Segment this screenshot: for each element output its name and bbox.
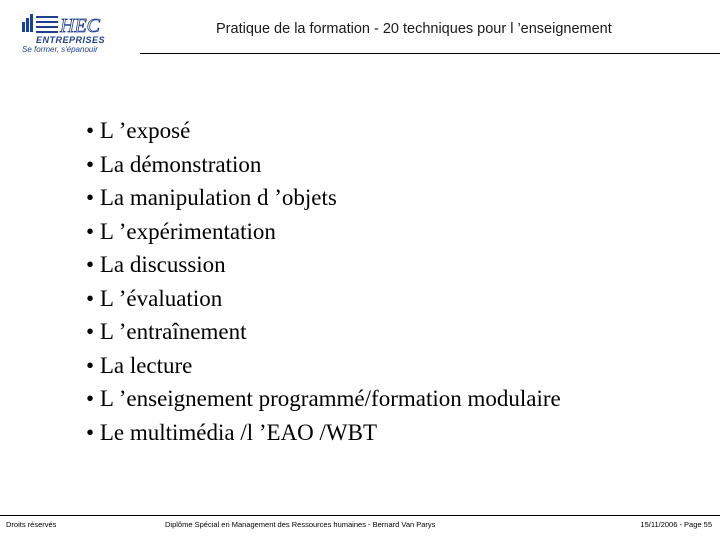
svg-text:ENTREPRISES: ENTREPRISES xyxy=(36,35,106,45)
hec-entreprises-logo xyxy=(22,12,137,54)
list-item: • Le multimédia /l ’EAO /WBT xyxy=(86,416,561,450)
footer-date-page: 15/11/2006 - Page 55 xyxy=(640,520,712,529)
svg-text:Se former, s'épanouir: Se former, s'épanouir xyxy=(22,45,98,54)
list-item: • La discussion xyxy=(86,248,561,282)
list-item: • L ’exposé xyxy=(86,114,561,148)
list-item: • La démonstration xyxy=(86,148,561,182)
list-item: • L ’expérimentation xyxy=(86,215,561,249)
footer-course-info: Diplôme Spécial en Management des Ressources humaines - Bernard Van Parys xyxy=(165,520,436,529)
list-item: • L ’entraînement xyxy=(86,315,561,349)
slide-header-title: Pratique de la formation - 20 techniques pour l ’enseignement xyxy=(216,21,612,37)
list-item: • La manipulation d ’objets xyxy=(86,181,561,215)
footer-copyright: Droits réservés xyxy=(6,520,57,529)
svg-text:HEC: HEC xyxy=(60,15,100,37)
list-item: • La lecture xyxy=(86,349,561,383)
technique-list xyxy=(86,114,561,449)
list-item: • L ’évaluation xyxy=(86,282,561,316)
footer-divider xyxy=(0,515,720,516)
list-item: • L ’enseignement programmé/formation modulaire xyxy=(86,382,561,416)
header-divider xyxy=(140,53,720,54)
